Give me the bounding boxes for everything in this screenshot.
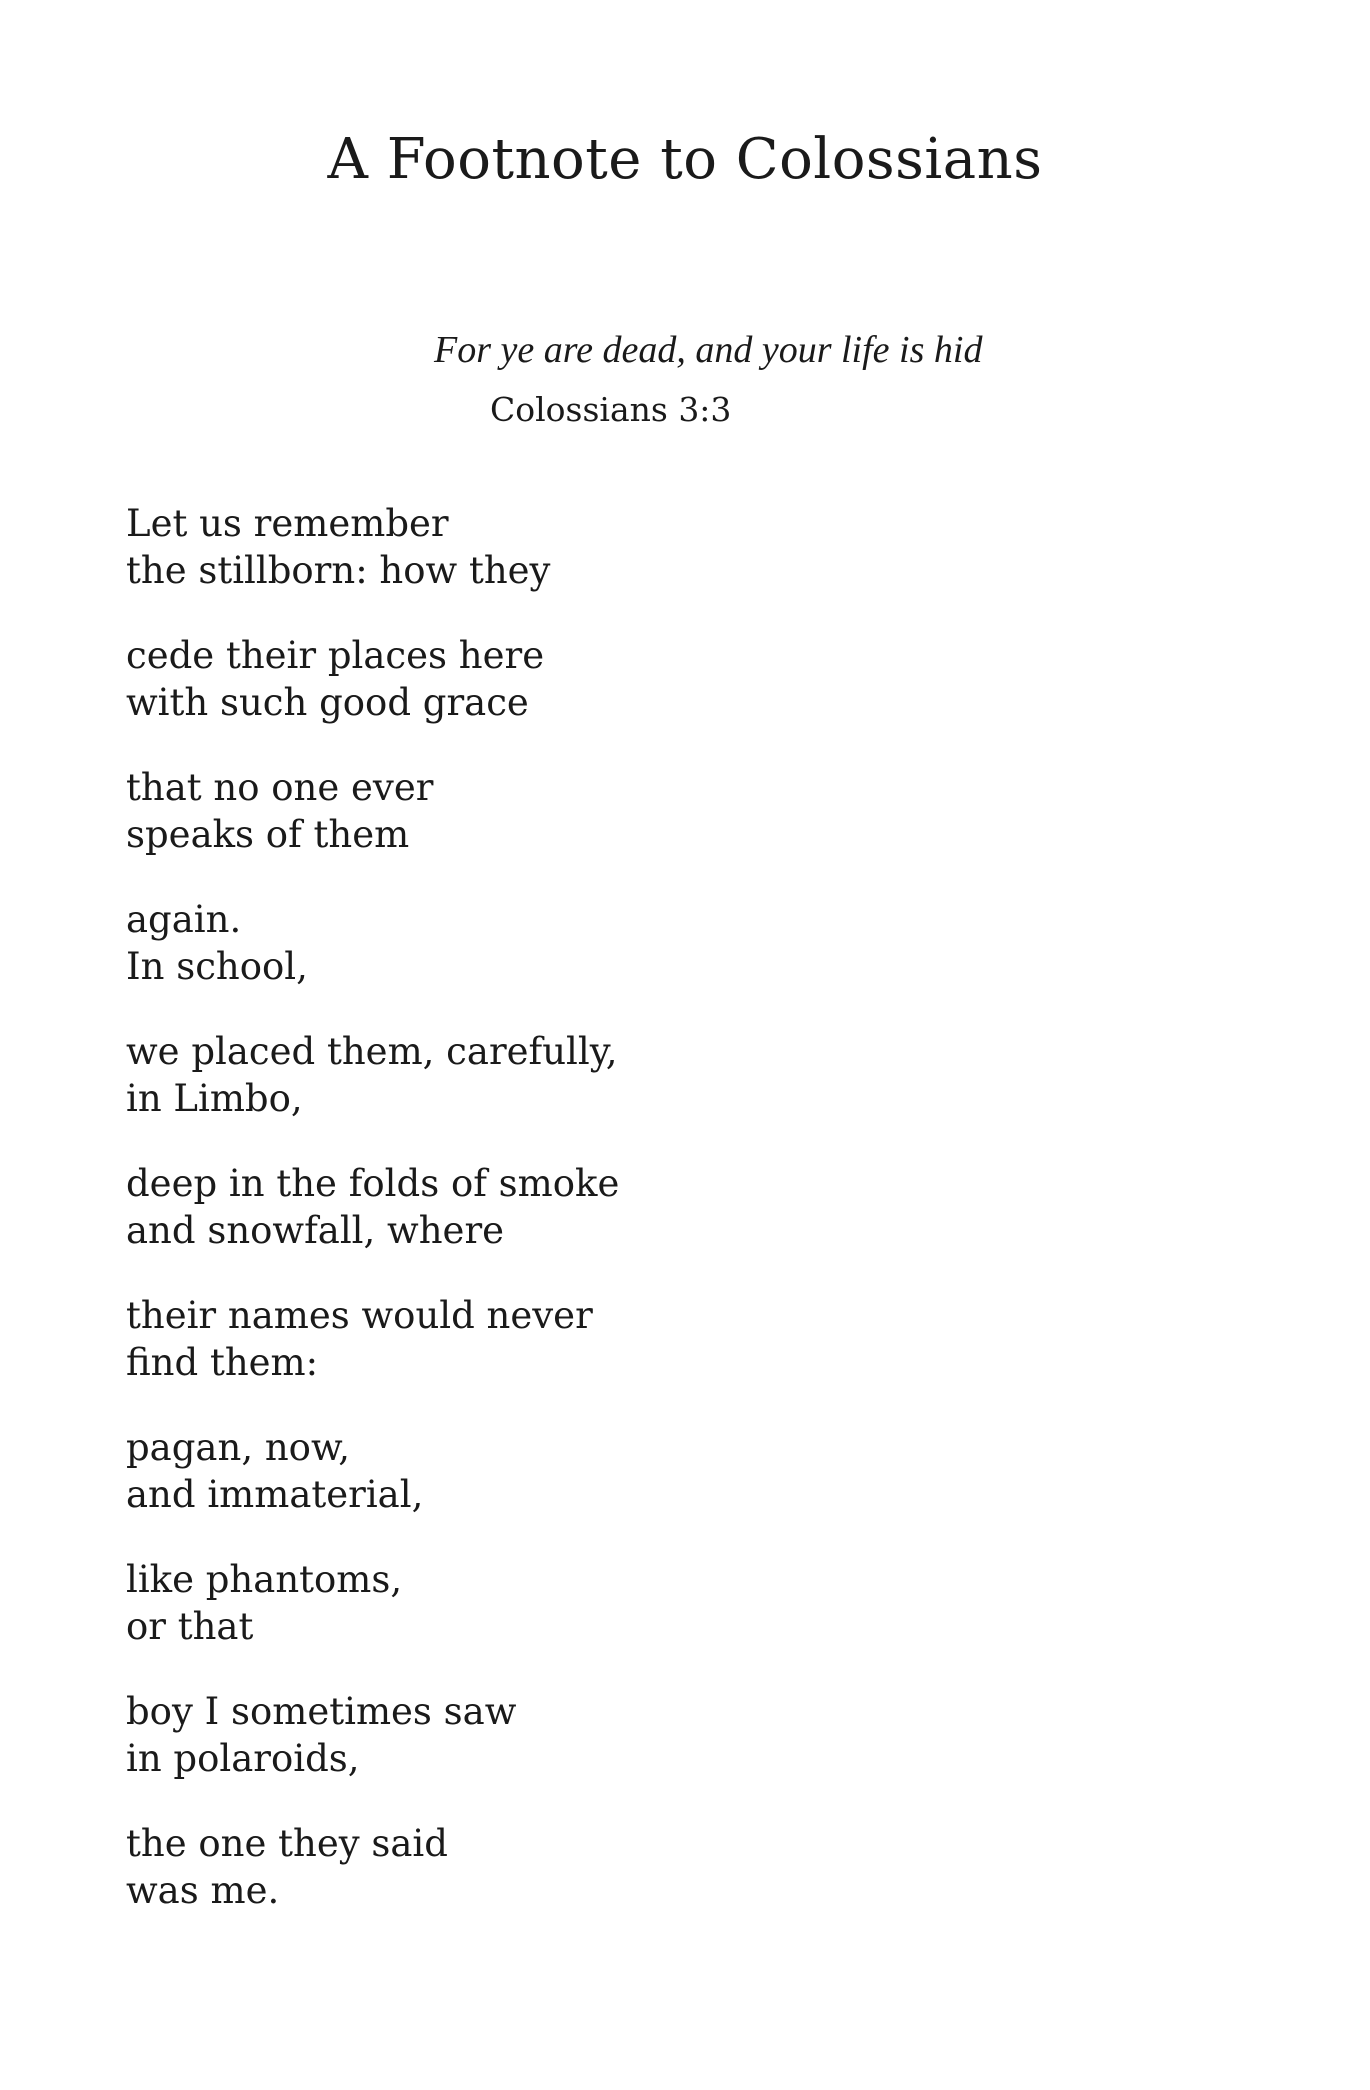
epigraph-quote: For ye are dead, and your life is hid: [434, 329, 983, 371]
poem-line: again.: [126, 898, 242, 941]
stanza: [126, 1160, 1226, 1254]
poem-title: A Footnote to Colossians: [327, 127, 1043, 192]
poem-line: like phantoms,: [126, 1558, 403, 1601]
stanza: [126, 1556, 1226, 1650]
poem-line: cede their places here: [126, 634, 545, 677]
poem-line: their names would never: [126, 1294, 593, 1337]
poem-line: the one they said: [126, 1822, 448, 1865]
poem-line: Let us remember: [126, 502, 449, 545]
stanza: [126, 764, 1226, 858]
stanza: [126, 632, 1226, 726]
poem-line: deep in the folds of smoke: [126, 1162, 620, 1205]
stanza: [126, 1820, 1226, 1914]
poem-line: was me.: [126, 1869, 280, 1912]
epigraph: [434, 320, 982, 440]
poem-line: we placed them, carefully,: [126, 1030, 618, 1073]
poem-line: in Limbo,: [126, 1077, 303, 1120]
stanza: [126, 896, 1226, 990]
poem-line: with such good grace: [126, 681, 529, 724]
stanza: [126, 1028, 1226, 1122]
poem-line: the stillborn: how they: [126, 549, 551, 592]
poem-line: speaks of them: [126, 813, 410, 856]
stanza: [126, 500, 1226, 594]
poem-line: in polaroids,: [126, 1737, 360, 1780]
poem-line: boy I sometimes saw: [126, 1690, 517, 1733]
poem-line: and snowfall, where: [126, 1209, 505, 1252]
stanza: [126, 1292, 1226, 1386]
poem-line: and immaterial,: [126, 1473, 424, 1516]
poem-line: find them:: [126, 1341, 319, 1384]
poem-body: [126, 500, 1226, 1952]
stanza: [126, 1688, 1226, 1782]
poem-line: that no one ever: [126, 766, 434, 809]
poem-line: In school,: [126, 945, 308, 988]
poem-line: pagan, now,: [126, 1426, 350, 1469]
epigraph-source: Colossians 3:3: [490, 390, 732, 429]
poem-line: or that: [126, 1605, 254, 1648]
stanza: [126, 1424, 1226, 1518]
